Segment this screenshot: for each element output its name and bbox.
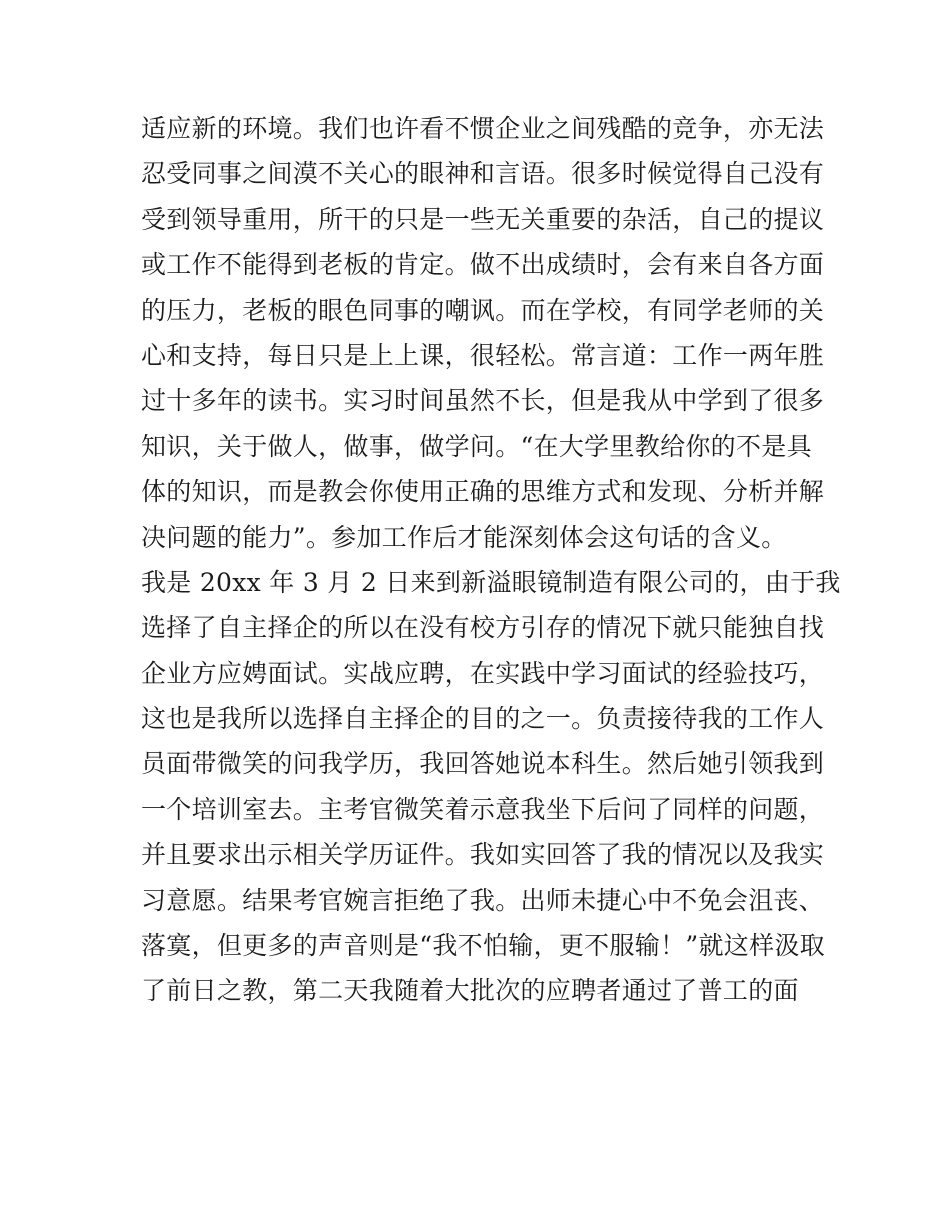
text-line: 企业方应娉面试。实战应聘，在实践中学习面试的经验技巧， [141, 658, 825, 688]
text-line: 忍受同事之间漠不关心的眼神和言语。很多时候觉得自己没有 [141, 159, 825, 189]
text-line: 员面带微笑的问我学历，我回答她说本科生。然后她引领我到 [141, 749, 825, 779]
text-line: 体的知识，而是教会你使用正确的思维方式和发现、分析并解 [141, 477, 825, 507]
text-line: 并且要求出示相关学历证件。我如实回答了我的情况以及我实 [141, 840, 825, 870]
text-line: 知识，关于做人，做事，做学问。“在大学里教给你的不是具 [141, 431, 812, 461]
text-line: 受到领导重用，所干的只是一些无关重要的杂活，自己的提议 [141, 204, 825, 234]
text-line: 决问题的能力”。参加工作后才能深刻体会这句话的含义。 [141, 522, 787, 552]
text-line: 选择了自主择企的所以在没有校方引存的情况下就只能独自找 [141, 613, 825, 643]
body-text [141, 106, 841, 1014]
text-line: 心和支持，每日只是上上课，很轻松。常言道：工作一两年胜 [141, 340, 825, 370]
text-line: 落寞，但更多的声音则是“我不怕输，更不服输！”就这样汲取 [141, 931, 825, 961]
text-line: 过十多年的读书。实习时间虽然不长，但是我从中学到了很多 [141, 386, 825, 416]
text-line: 一个培训室去。主考官微笑着示意我坐下后问了同样的问题， [141, 794, 825, 824]
text-line: 或工作不能得到老板的肯定。做不出成绩时，会有来自各方面 [141, 250, 825, 280]
text-line: 这也是我所以选择自主择企的目的之一。负责接待我的工作人 [141, 704, 825, 734]
text-line: 的压力，老板的眼色同事的嘲讽。而在学校，有同学老师的关 [141, 295, 825, 325]
text-line: 适应新的环境。我们也许看不惯企业之间残酷的竞争，亦无法 [141, 114, 825, 143]
text-line: 我是 20xx 年 3 月 2 日来到新溢眼镜制造有限公司的，由于我 [141, 567, 841, 597]
text-line: 习意愿。结果考官婉言拒绝了我。出师未捷心中不免会沮丧、 [141, 885, 825, 915]
text-line: 了前日之教，第二天我随着大批次的应聘者通过了普工的面 [141, 976, 799, 1006]
